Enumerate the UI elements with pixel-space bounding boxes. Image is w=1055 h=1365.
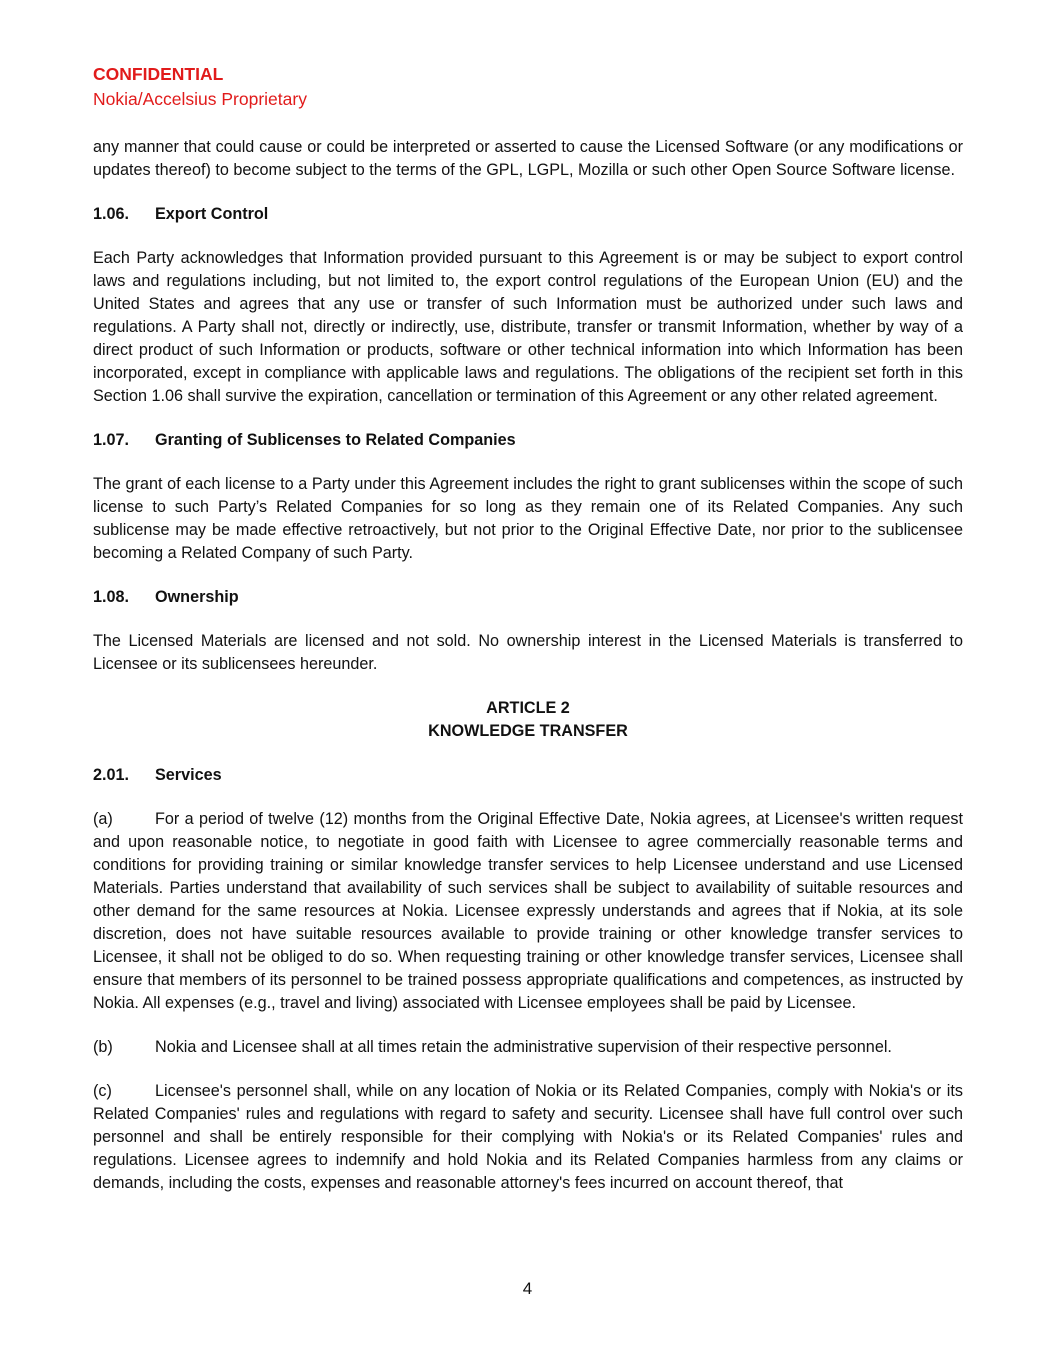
confidential-label: CONFIDENTIAL bbox=[93, 64, 224, 84]
intro-paragraph: any manner that could cause or could be interpreted or asserted to cause the Licensed Software (or any modifications or updates thereof) to become subject to the terms of the GPL, LGPL, Mozilla or such other Open Source Software license. bbox=[93, 138, 963, 179]
subsection-b bbox=[93, 1036, 963, 1059]
article-number: ARTICLE 2 bbox=[486, 699, 570, 717]
document-page bbox=[93, 62, 963, 1195]
subsection-label: (c) bbox=[93, 1082, 112, 1100]
subsection-text: Nokia and Licensee shall at all times retain the administrative supervision of their respective personnel. bbox=[155, 1038, 892, 1056]
section-number: 1.06. bbox=[93, 205, 130, 223]
section-heading-2-01 bbox=[93, 764, 963, 787]
subsection-text: Licensee's personnel shall, while on any location of Nokia or its Related Companies, comply with Nokia's or its Related Companies' rules and regulations with regard to safety and security. Licensee shall have full control over such personnel and shall be entirely responsible for their complying with Nokia's or its Related Companies' rules and regulations. Licensee agrees to indemnify and hold Nokia and its Related Companies harmless from any claims or demands, including the costs, expenses and reasonable attorney's fees incurred on account thereof, that bbox=[93, 1082, 963, 1192]
section-title: Export Control bbox=[155, 205, 269, 223]
section-1-08-paragraph: The Licensed Materials are licensed and not sold. No ownership interest in the Licensed Materials is transferred to Licensee or its sublicensees hereunder. bbox=[93, 632, 963, 673]
section-number: 1.07. bbox=[93, 431, 130, 449]
subsection-a bbox=[93, 808, 963, 1015]
page-number: 4 bbox=[522, 1279, 533, 1298]
subsection-c bbox=[93, 1080, 963, 1195]
section-title: Ownership bbox=[155, 588, 239, 606]
article-title: KNOWLEDGE TRANSFER bbox=[428, 722, 628, 740]
section-number: 1.08. bbox=[93, 588, 130, 606]
section-heading-1-06 bbox=[93, 203, 963, 226]
section-title: Granting of Sublicenses to Related Companies bbox=[155, 431, 516, 449]
section-number: 2.01. bbox=[93, 766, 130, 784]
section-1-06-paragraph: Each Party acknowledges that Information provided pursuant to this Agreement is or may be subject to export control laws and regulations including, but not limited to, the export control regulations of the European Union (EU) and the United States and agrees that any use or transfer of such Information must be authorized under such laws and regulations. A Party shall not, directly or indirectly, use, distribute, transfer or transmit Information, whether by way of a direct product of such Information or products, software or other technical information into which Information has been incorporated, except in compliance with applicable laws and regulations. The obligations of the recipient set forth in this Section 1.06 shall survive the expiration, cancellation or termination of this Agreement or any other related agreement. bbox=[93, 249, 963, 405]
section-heading-1-08 bbox=[93, 586, 963, 609]
subsection-text: For a period of twelve (12) months from the Original Effective Date, Nokia agrees, at Licensee's written request and upon reasonable notice, to negotiate in good faith with Licensee to agree commercially reasonable terms and conditions for providing training or similar knowledge transfer services to help Licensee understand and use Licensed Materials. Parties understand that availability of such services shall be subject to availability of suitable resources and other demand for the same resources at Nokia. Licensee expressly understands and agrees that if Nokia, at its sole discretion, does not have suitable resources available to provide training or other knowledge transfer services to Licensee, it shall not be obliged to do so. When requesting training or other knowledge transfer services, Licensee shall ensure that members of its personnel to be trained possess appropriate qualifications and competences, as instructed by Nokia. All expenses (e.g., travel and living) associated with Licensee employees shall be paid by Licensee. bbox=[93, 810, 963, 1012]
section-title: Services bbox=[155, 766, 222, 784]
section-heading-1-07 bbox=[93, 429, 963, 452]
proprietary-label: Nokia/Accelsius Proprietary bbox=[93, 89, 307, 109]
subsection-label: (b) bbox=[93, 1038, 113, 1056]
section-1-07-paragraph: The grant of each license to a Party under this Agreement includes the right to grant sublicenses within the scope of such license to such Party’s Related Companies for so long as they remain one of its Related Companies. Any such sublicense may be made effective retroactively, but not prior to the Original Effective Date, nor prior to the sublicensee becoming a Related Company of such Party. bbox=[93, 475, 963, 562]
subsection-label: (a) bbox=[93, 810, 113, 828]
